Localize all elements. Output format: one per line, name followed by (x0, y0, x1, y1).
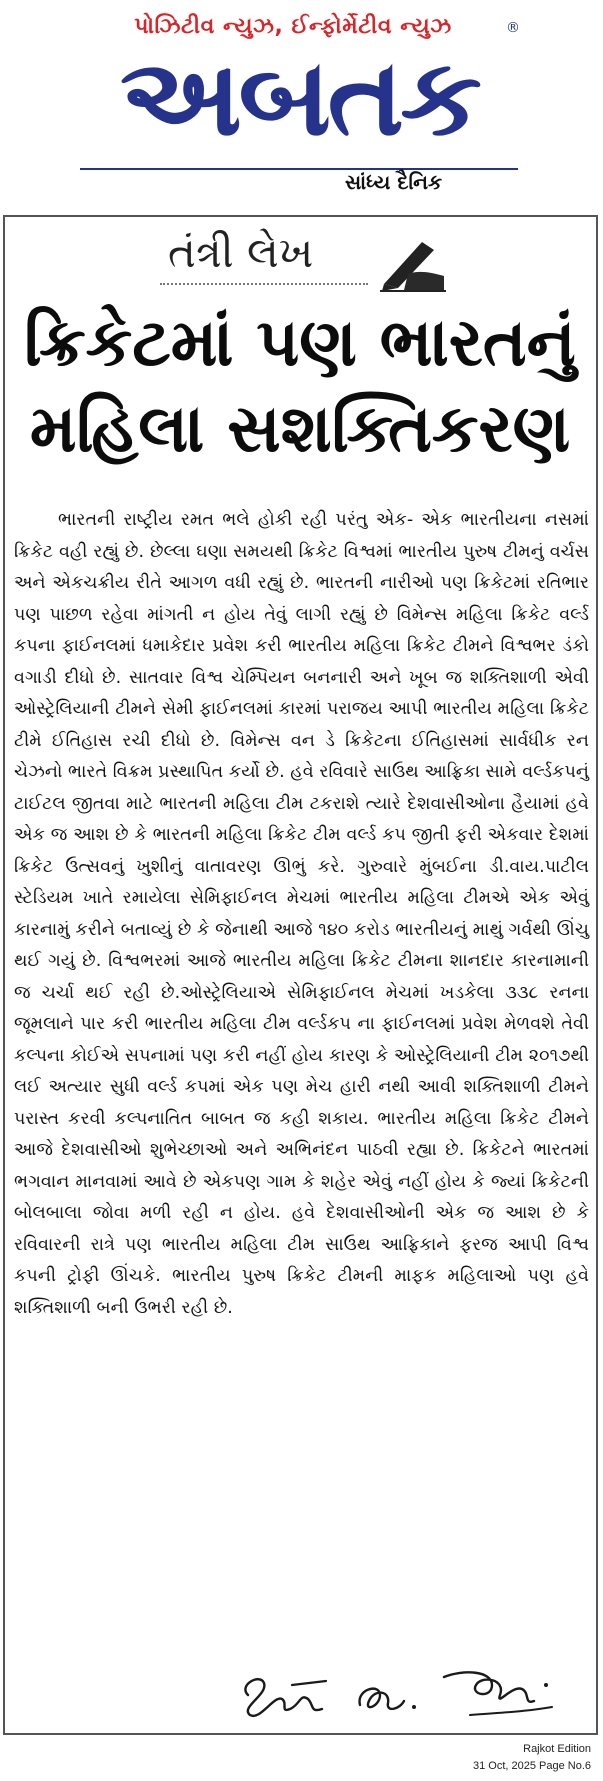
editor-signature (230, 1655, 590, 1727)
article-body: ભારતની રાષ્ટ્રીય રમત ભલે હોકી રહી પરંતુ એક- એક ભારતીયના નસમાં ક્રિકેટ વહી રહ્યું છે. છેલ્લા ઘણા સમયથી ક્રિકેટ વિશ્વમાં ભારતીય પુરુષ ટીમનું વર્ચસ અને એકચક્રીય રીતે આગળ વધી રહ્યું છે. ભારતની નારીઓ પણ ક્રિકેટમાં રતિભાર પણ પાછળ રહેવા માંગતી ન હોય તેવું લાગી રહ્યું છે વિમેન્સ મહિલા ક્રિકેટ વર્લ્ડ કપના ફાઈનલમાં ધમાકેદાર પ્રવેશ કરી ભારતીય મહિલા ક્રિકેટ ટીમને વિશ્વભર ડંકો વગાડી દીધો છે. સાતવાર વિશ્વ ચેમ્પિયન બનનારી અને ખૂબ જ શક્તિશાળી એવી ઓસ્ટ્રેલિયાની ટીમને સેમી ફાઈનલમાં કારમાં પરાજય આપી ભારતીય મહિલા ક્રિકેટ ટીમે ઈતિહાસ રચી દીધો છે. વિમેન્સ વન ડે ક્રિકેટના ઈતિહાસમાં સાર્વધીક રન ચેઝનો ભારતે વિક્રમ પ્રસ્થાપિત કર્યો છે. હવે રવિવારે સાઉથ આફ્રિકા સામે વર્લ્ડકપનું ટાઈટલ જીતવા માટે ભારતની મહિલા ટીમ ટકરાશે ત્યારે દેશવાસીઓના હૈયામાં હવે એક જ આશ છે કે ભારતની મહિલા ક્રિકેટ ટીમ વર્લ્ડ કપ જીતી ફરી એકવાર દેશમાં ક્રિકેટ ઉત્સવનું ખુશીનું વાતાવરણ ઊભું કરે. ગુરુવારે મુંબઈના ડી.વાય.પાટીલ સ્ટેડિયમ ખાતે રમાયેલા સેમિફાઈનલ મેચમાં ભારતીય મહિલા ટીમએ એક એવું કારનામું કરીને બતાવ્યું છે કે જેનાથી આજે ૧૪૦ કરોડ ભારતીયનું માથું ગર્વથી ઊંચુ થઈ ગયું છે. વિશ્વભરમાં આજે ભારતીય મહિલા ક્રિકેટ ટીમના શાનદાર કારનામાની જ ચર્ચા થઈ રહી છે.ઓસ્ટ્રેલિયાએ સેમિફાઈનલ મેચમાં ખડકેલા ૩૩૮ રનના જૂમલાને પાર કરી ભારતીય મહિલા ટીમ વર્લ્ડકપ ના ફાઈનલમાં પ્રવેશ મેળવશે તેવી કલ્પના કોઈએ સપનામાં પણ કરી નહીં હોય કારણ કે ઓસ્ટ્રેલિયાની ટીમ ૨૦૧૭થી લઈ અત્યાર સુધી વર્લ્ડ કપમાં એક પણ મેચ હારી નથી આવી શક્તિશાળી ટીમને પરાસ્ત કરવી કલ્પનાતિત બાબત જ કહી શકાય. ભારતીય મહિલા ક્રિકેટ ટીમને આજે દેશવાસીઓ શુભેચ્છાઓ અને અભિનંદન પાઠવી રહ્યા છે. ક્રિકેટને ભારતમાં ભગવાન માનવામાં આવે છે એકપણ ગામ કે શહેર એવું નહીં હોય કે જ્યાં ક્રિકેટની બોલબાલા જોવા મળી રહી ન હોય. હવે દેશવાસીઓની એક જ આશ છે કે રવિવારની રાત્રે પણ ભારતીય મહિલા ટીમ સાઉથ આફ્રિકાને ફરજ આપી વિશ્વ કપની ટ્રોફી ઊંચકે. ભારતીય પુરુષ ક્રિકેટ ટીમની માફક મહિલાઓ પણ હવે શક્તિશાળી બની ઉભરી રહી છે. (14, 510, 589, 1318)
edition-date-page: 31 Oct, 2025 Page No.6 (472, 1760, 591, 1772)
section-label-underline (160, 283, 368, 285)
headline-line-2: મહિલા સશક્તિકરણ (29, 390, 571, 467)
section-label: તંત્રી લેખ (168, 228, 314, 277)
registered-mark: ® (506, 20, 520, 36)
edition-type: સાંધ્ય દૈનિક (345, 170, 443, 194)
headline-line-1: ક્રિકેટમાં પણ ભારતનું (24, 304, 576, 381)
masthead-divider (80, 168, 518, 170)
article-headline (10, 300, 590, 472)
edition-name: Rajkot Edition (523, 1743, 591, 1755)
newspaper-logo (70, 30, 528, 165)
edition-footer (473, 1741, 591, 1775)
masthead-tagline: પોઝિટીવ ન્યુઝ, ઈન્ફોર્મેટીવ ન્યુઝ (134, 14, 452, 39)
newspaper-logo-text: અબતક (119, 35, 479, 160)
pen-writing-icon (378, 236, 448, 292)
masthead (0, 0, 603, 210)
